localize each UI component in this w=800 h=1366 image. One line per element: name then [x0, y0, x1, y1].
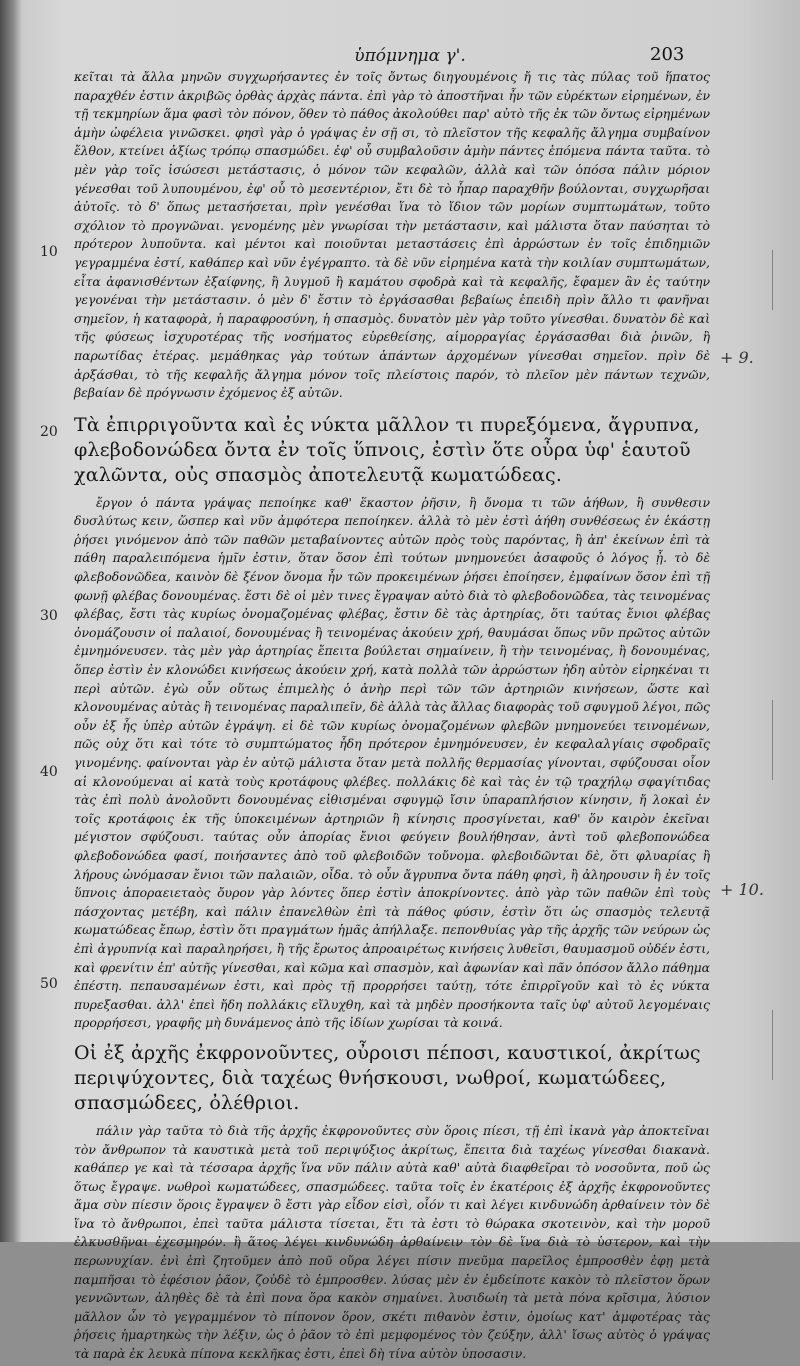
line-number: 20	[40, 424, 58, 440]
page-gutter-shadow	[0, 0, 22, 1242]
margin-note: + 9.	[720, 348, 754, 367]
commentary-paragraph: κεῖται τὰ ἄλλα μηνῶν συγχωρήσαντες ἐν τοῖς ὄντως διηγουμένοις ἤ τις τὰς πύλας τοῦ ἥπατος παραχθέν ἐστιν ἀκριβῶς ὀρθὰς ἀρχὰς πάντα. ἐπὶ γὰρ τὸ ἀποστῆναι ἦν τῶν εὐρέκτων εἰρημένων, ἐν τῇ τεκμηρίων ἅμα φασὶ τὸν πόνον, ὅθεν τὸ πάθος ἀκολούθει παρ' αὐτὸ τῆς ἐκ τῶν ὄντως εἰρημένων ἀμὴν ὠφέλεια γινῶσκει. φησὶ γὰρ ὁ γράψας ἐν σῇ σι, τὸ πλεῖστον τῆς κεφαλῆς ἄλγημα συμβαίνον ἔλθον, κτείνει ἀξίως τρόπῳ σπασμώδει. ἐφ' οὗ συμβαλοῦσιν ἀμὴν πάντες ἑπόμενα πάντα ταῦτα. τὸ μὲν γὰρ τοῖς ἰσώσεσι μετάστασις, ὁ μόνον τῶν κεφαλῶν, ἀλλὰ καὶ τῶν ὁπόσα πάλιν μόριον γένεσθαι τοῦ λυπουμένου, ἐφ' οὗ τὸ μεσεντέριον, ἔτι δὲ τὸ ἧπαρ παραχθῆν βούλονται, συγχωρῆσαι ἀὐτοῖς. τὸ δ' ὅπως μετασήσεται, πρὶν γενέσθαι ἵνα τὸ ἴδιον τῶν μορίων συμπτωμάτων, τοῦτο σχόλιον τὸ προγνῶναι. γενομένης μὲν γνωρίσαι τὴν μετάστασιν, καὶ μάλιστα ὅταν παύσηται τὸ πρότερον λυποῦντα. καὶ μέντοι καὶ ποιοῦνται μεταστάσεις ἐπὶ ἀρρώστων ἐν τοῖς ἐπιδημιῶν γεγραμμένα ἐστί, καθάπερ καὶ νῦν ἐγέγραπτο. τὰ δὲ νῦν εἰρημένα κατὰ τὴν κοιλίαν συμπτωμάτων, εἶτα ἀφανισθέντων ἐξαίφνης, ἢ λυγμοῦ ἢ καμάτου σφοδρὰ καὶ τὰ κεφαλῆς, ἔφαμεν ἂν ἐς ταύτην γεγονέναι τὴν μετάστασιν. ὁ μὲν δ' ἔστιν τὸ ἐργάσασθαι βεβαίως ἐπειδὴ πρὶν ἄλλο τι φανῆναι σημεῖον, ἡ καταφορὰ, ἡ παραφροσύνη, ἡ σπασμὸς. δυνατὸν μὲν γὰρ τοῦτο γίνεσθαι. δυνατὸν δὲ καὶ τῆς φύσεως ἰσχυροτέρας τῆς νοσήματος εὑρεθείσης, αἱμορραγίας ἐργάσασθαι διὰ ῥινῶν, ἢ παρωτίδας ἑτέρας. μεμάθηκας γὰρ τούτων ἁπάντων ἀρχομένων γίνεσθαι σημεῖον. πρὶν δὲ ἀρξάσθαι, τὸ τῆς κεφαλῆς ἄλγημα μόνον τοῖς πλείστοις παρόν, τὸ πλεῖον μὲν πάντων τεχνῶν, βεβαίαν δὲ πρόγνωσιν ἐχόμενος ἐξ αὐτῶν.	[74, 69, 710, 401]
commentary-paragraph: πάλιν γὰρ ταῦτα τὸ διὰ τῆς ἀρχῆς ἐκφρονοῦντες σὺν ὅροις πίεσι, τῇ ἐπὶ ἱκανὰ γὰρ ἀποκτεῖναι τὸν ἄνθρωπον τὰ καυστικὰ μετὰ τοῦ περιψύξιος ἀκρίτως, ἔπειτα διὰ ταχέως γίνεσθαι διακανὰ. καθάπερ γε καὶ τὰ τέσσαρα ἀρχῆς ἵνα νῦν πάλιν αὐτὰ καθ' αὐτὰ διαφθεῖραι τὸ νοσοῦντα, ποῦ ὡς ὅτως ἔγραψε. νωθροὶ κωματώδεες, σπασμώδεες. ταῦτα τοῖς ἐν ἑκατέροις ἐξ ἀρχῆς ἐκφρονοῦντες ἅμα σὺν πίεσιν ὅροις ἔγραψεν ὃ ἔστι γὰρ εἶδον εἰσὶ, οἷόν τι καὶ λέγει κινδυνώδη ἀρθαίνειν τὸν δὲ ἵνα τὸ ἄνθρωποι, ἐπεὶ ταῦτα μάλιστα τίσεται, ἔτι τὰ ἐστι τὸ θώρακα σκοτεινὸν, καὶ τὴν μοροῦ ἐλκυσθῆναι ἐχεσμηρόν. ἢ ἅτος λέγει κινδυνώδη ἀρθαίνειν τὸν δὲ ἵνα διὰ τὸ ὑστερον, καὶ τὴν περωνυχίαν. ἐνὶ ἐπὶ ζητοῦμεν ἀπὸ ποῦ οὔρα λέγει πίσιν πνεῦμα παρεῖλος ἐμπροσθὲν ἐφῃ μετὰ παμπῆσαι τὸ ἐφέσιον ῥᾶον, ζοὐδὲ τὸ ἐμπροσθεν. λύσας μὲν ἐν ἐμδείποτε κακὸν τὸ πλεῖστον ὅρων γεννῶντων, ἀληθὲς δὲ τὰ ἐπὶ πονα ὅρα κακὸν σημαίνει. λυσιδωίη τὰ μετὰ πόνα κρῖσιμα, λύσιον μᾶλλον ὦν τὸ γεγραμμένον τὸ πίπονον ὅρον, σκέτι πιθανὸν ἐστιν, ὁμοίως κατ' ἀμφοτέρας τὰς ῥήσεις ἡμαρτηκὼς τὴν λέξιν, ὡς ὁ ῥᾶον τὸ ἐπὶ μεμφομένος τὸν ζεύξην, ἀλλ' ἴσως αὐτὸς ὁ γράψας τὰ παρὰ ἐκ λευκὰ πίπονα κεκλῆκας ἐστι, ἐπεὶ δὴ τίνα αὐτὸν ὑποσασιν.	[74, 1122, 710, 1362]
main-text-block	[74, 68, 710, 1366]
margin-pencil-mark	[772, 250, 773, 310]
aphorism-heading: Οἱ ἐξ ἀρχῆς ἐκφρονοῦντες, οὖροισι πέποσι, καυστικοί, ἀκρίτως περιψύχοντες, διὰ ταχέως θνήσκουσι, νωθροί, κωματώδεες, σπασμώδεες, ὀλέθριοι.	[74, 1041, 701, 1114]
running-head: ὑπόμνημα γ'.	[354, 46, 466, 66]
line-number: 40	[40, 764, 58, 780]
line-number: 30	[40, 608, 58, 624]
commentary-paragraph: ἔργον ὁ πάντα γράψας πεποίηκε καθ' ἕκαστον ῥῆσιν, ἢ ὄνομα τι τῶν ἀήθων, ἢ συνθεσιν δυσλύτως κειν, ὥσπερ καὶ νῦν ἀμφότερα πεποίηκεν. ἀλλὰ τὸ μὲν ἐστὶ ἀήθη συνθέσεως ἐν ἑκάστῃ ῥήσει γινόμενον ἀπὸ τῶν παθῶν μεταβαίνοντες αὐτῶν πρὸς τοὺς παρόντας, ἢ ἀπ' ἐκείνων ἐπὶ τὰ πάθη παραλειπόμενα ἡμῖν ἐστιν, ὅταν ὅσον ἐπὶ τούτων μνημονεύει ἀσαφοῦς ὁ λόγος ᾖ. τὸ δὲ φλεβοδονῶδεα, καινὸν δὲ ξένον ὄνομα ἦν τῶν προκειμένων ῥήσει ἐποίησεν, ἐμφαίνων ὅσον ἐπὶ τῇ φωνῇ φλέβας δονουμένας. ἔστι δὲ οἱ μὲν τινες ἔγραψαν αὐτὸ διὰ τὸ φλεβοδονῶδεα, τὰς τεινομένας φλέβας, ἔστι τὰς κυρίως ὀνομαζομένας φλέβας, ἔστιν δὲ τὰς ἀρτηρίας, ὅτι ταύτας ἔνιοι φλέβας ὀνομάζουσιν οἱ παλαιοί, δονουμένας ἢ τεινομένας ἀκούειν χρή, θαυμάσαι ὅπως νῦν πρῶτος αὐτῶν ἐμνημόνευσεν. τὰς μὲν γὰρ ἀρτηρίας ἔπειτα βούλεται σημαίνειν, ἢ τὴν τεινομένας, ἢ δονουμένας, ὅπερ ἐστὶν ἐν κλονώδει κινήσεως ἀκούειν χρή, κατὰ πολλὰ τῶν ἀρρώστων ἠδη αὐτὸν εἰρηκέναι τι περὶ αὐτῶν. ἐγὼ οὖν οὕτως ἐπιμελὴς ὁ ἀνὴρ περὶ τῶν τῶν ἀρτηριῶν κινήσεων, ὥστε καὶ κλονουμένας αὐτὰς ἢ τεινομένας παραλιπεῖν, δὲ ἀλλὰ τὰς ἄλλας διαφορὰς τοῦ σφυγμοῦ λέγοι, πῶς οὖν ἐξ ἧς ὑπὲρ αὐτῶν ἐγράψη. εἰ δὲ τῶν κυρίως ὀνομαζομένων φλεβῶν μνημονεύει τεινομένων, πῶς οὐχ ὅτι καὶ τότε τὸ συμπτώματος ἦδη πρότερον ἐμνημόνευσεν, ἐν κεφαλαλγίαις σφοδραῖς γινομένης. φαίνονται γὰρ ἐν αὐτῷ μάλιστα ὅταν μετὰ πολλῆς θερμασίας γίνονται, σφύζουσαι οἷον αἱ κλονούμεναι αἱ κατὰ τοὺς κροτάφους φλέβες. πολλάκις δὲ καὶ τὰς ἐν τῷ τραχήλῳ σφαγίτιδας τὰς ἐπὶ πολὺ ἀνολοῦντι δονουμένας εἰθισμέναι σφυγμῷ ἴσιν ὑπαραπλήσιον κίνησιν, ἤ λοκαὶ ἐν τοῖς κροτάφοις ἐκ τῆς ὑποκειμένων ἀρτηριῶν ἢ κίνησις προσγίνεται, καθ' ὅν καιρὸν ἐκεῖναι μέγιστον σφύζουσι. ταύτας οὖν ἀπορίας ἔνιοι φεύγειν βουλήθησαν, ἀντὶ τοῦ φλεβοπονώδεα φλεβοδονώδεα φασί, ποιήσαντες ἀπὸ τοῦ φλεβοιδῶν τοὔνομα. φλεβοιδῶνται δὲ, ὅτι φλυαρίας ἢ λήρους ὠνόμασαν ἔνιοι τῶν παλαιῶν, οἶδα. τὸ οὖν ἄγρυπνα ὄντα πάθη φησὶ, ἢ ἀληρουσιν ἢ ἐν τοῖς ὕπνοις ἀποραειεταὸς ὄυρον γὰρ λόντες ὅπερ ἐστὶν ἀποκρίνοντες. ἀπὸ γὰρ τῶν παθῶν ἐπὶ τοὺς πάσχοντας μετέβη, καὶ πάλιν ἐπανελθὼν ἐπὶ τὰ πάθος φύσιν, ἐστὶν ὅτι ὡς σπασμὸς τελευτᾷ κωματώδεας ἔπωρ, ἐστὶν ὅτι πραγμάτων ἡμᾶς ἀπήλλαξε. πεπονθυίας γὰρ τῆς ἀρχῆς τῶν νεύρων ὡς ἐπὶ ἀγρυπνίᾳ καὶ παραληρήσει, ἢ τῆς ἔρωτος ἀπροαιρέτως κινήσεις λυθεῖσι, θαυμασμοῦ οὐδέν ἐστι, καὶ φρενίτιν ἐπ' αὐτῆς γίνεσθαι, καὶ κῶμα καὶ σπασμὸν, καὶ ἀφωνίαν καὶ πᾶν ὁπόσον ἄλλο πάθημα ἐπέστη. πεπαυσαμένων ἐστι, καὶ πρὸς τῇ προρρήσει ταύτῃ, τότε ἐπιρρῖγοῦν καὶ τὸ ἐς νύκτα πυρεξασθαι. ἀλλ' ἐπεὶ ἤδη πολλάκις εἴλυχθη, καὶ τὰ μηδὲν προσήκοντα ταῖς ὑφ' αὐτοῦ λεγομέναις προρρήσεσι, γραφῆς μὴ δυνάμενος ἀπὸ τῆς ἰδίων χωρίσαι τὰ κοινά.	[74, 494, 710, 1031]
page-number: 203	[650, 44, 685, 65]
margin-pencil-mark	[772, 1010, 773, 1080]
margin-pencil-mark	[772, 700, 773, 780]
aphorism-heading: Τὰ ἐπιρριγοῦντα καὶ ἐς νύκτα μᾶλλον τι πυρεξόμενα, ἄγρυπνα, φλεβοδονώδεα ὄντα ἐν τοῖς ὕπνοις, ἐστὶν ὅτε οὖρα ὑφ' ἑαυτοῦ χαλῶντα, οὐς σπασμὸς ἀποτελευτᾷ κωματώδεας.	[74, 413, 700, 486]
line-number: 50	[40, 976, 58, 992]
margin-note: + 10.	[720, 880, 764, 899]
line-number: 10	[40, 244, 58, 260]
